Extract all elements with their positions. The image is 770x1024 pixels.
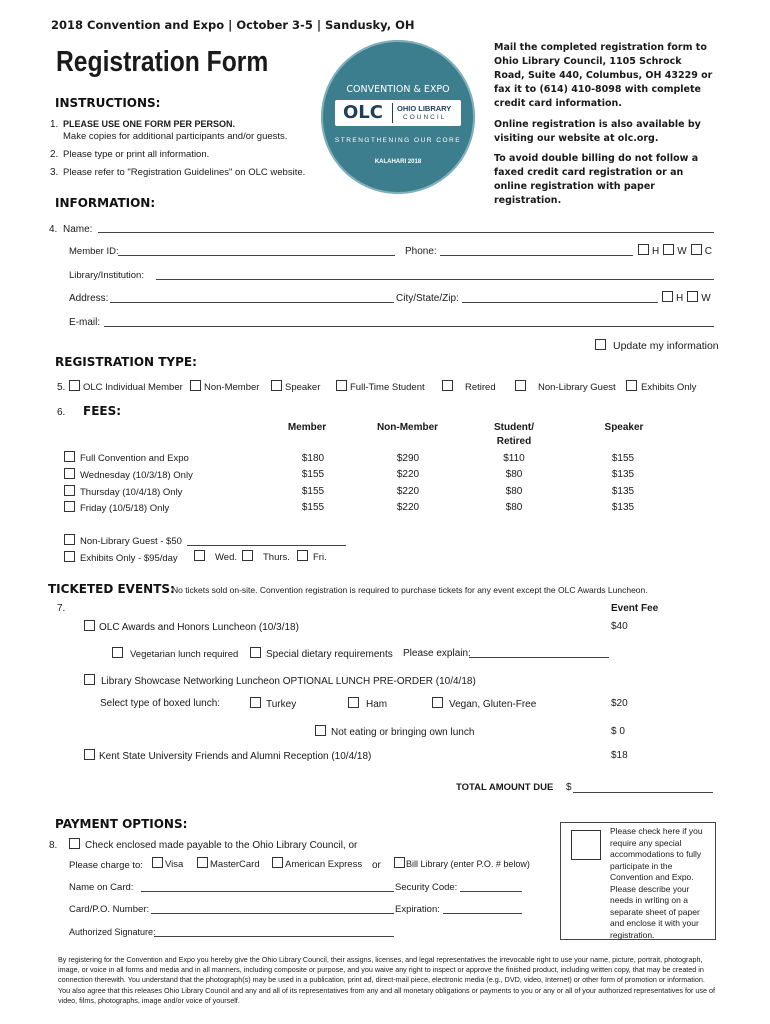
- fee-wed-checkbox[interactable]: [64, 468, 75, 479]
- security-code-field[interactable]: [460, 882, 522, 892]
- boxed-lunch-label: Select type of boxed lunch:: [100, 698, 221, 709]
- reg-guest-checkbox[interactable]: [515, 380, 526, 391]
- dietary-label: Special dietary requirements: [266, 649, 393, 660]
- explain-label: Please explain:: [403, 648, 471, 659]
- not-eating-checkbox[interactable]: [315, 725, 326, 736]
- phone-label: Phone:: [405, 246, 437, 257]
- address-label: Address:: [69, 293, 109, 304]
- exhibits-wed-checkbox[interactable]: [194, 550, 205, 561]
- fee-student-price: $80: [505, 486, 523, 497]
- instruction-2: Please type or print all information.: [63, 149, 210, 160]
- col-member-header: Member: [287, 422, 327, 433]
- vegetarian-checkbox[interactable]: [112, 647, 123, 658]
- city-field[interactable]: [462, 293, 658, 303]
- olc-logo: [321, 40, 475, 194]
- fee-speaker-price: $135: [611, 502, 635, 513]
- reg-nonmember-label: Non-Member: [204, 382, 260, 393]
- reg-retired-label: Retired: [465, 382, 496, 393]
- amex-label: American Express: [285, 859, 363, 870]
- accommodations-checkbox[interactable]: [571, 830, 601, 860]
- event-banner: 2018 Convention and Expo | October 3-5 | Sandusky, OH: [51, 18, 415, 32]
- reg-student-checkbox[interactable]: [336, 380, 347, 391]
- payment-heading: PAYMENT OPTIONS:: [55, 817, 188, 831]
- page-title: Registration Form: [56, 46, 269, 78]
- col-student-header: Student/: [494, 422, 534, 433]
- section-number: 6.: [57, 407, 66, 418]
- charge-label: Please charge to:: [69, 860, 143, 871]
- signature-label: Authorized Signature:: [69, 927, 156, 937]
- mail-instructions: Mail the completed registration form to Ohio Library Council, 1105 Schrock Road, Suite 440, Columbus, OH 43229 or fax it to (614) 410-8098 with complete credit card information.: [494, 42, 713, 109]
- mastercard-label: MasterCard: [210, 859, 260, 870]
- fee-nonmember-price: $220: [396, 486, 420, 497]
- phone-cell-checkbox[interactable]: [691, 244, 702, 255]
- ham-label: Ham: [366, 699, 388, 710]
- name-on-card-label: Name on Card:: [69, 882, 134, 893]
- registration-heading: REGISTRATION TYPE:: [55, 355, 197, 369]
- fee-student-price: $80: [505, 469, 523, 480]
- logo-mark: OLC: [343, 102, 383, 123]
- expiration-field[interactable]: [443, 904, 522, 914]
- reg-retired-checkbox[interactable]: [442, 380, 453, 391]
- member-id-label: Member ID:: [69, 246, 119, 257]
- card-number-field[interactable]: [151, 904, 394, 914]
- reg-exhibits-checkbox[interactable]: [626, 380, 637, 391]
- reg-member-label: OLC Individual Member: [83, 382, 183, 393]
- ham-checkbox[interactable]: [348, 697, 359, 708]
- address-home-checkbox[interactable]: [662, 291, 673, 302]
- logo-top-text: CONVENTION & EXPO: [346, 84, 450, 95]
- member-id-field[interactable]: [118, 246, 395, 256]
- instruction-1: PLEASE USE ONE FORM PER PERSON.: [63, 119, 236, 129]
- name-on-card-field[interactable]: [141, 882, 394, 892]
- exhibits-day-label: Exhibits Only - $95/day: [80, 553, 178, 564]
- vegetarian-label: Vegetarian lunch required: [130, 649, 239, 660]
- city-label: City/State/Zip:: [396, 293, 459, 304]
- visa-checkbox[interactable]: [152, 857, 163, 868]
- kent-fee: $18: [611, 750, 628, 761]
- accommodations-text: Please check here if you require any special accommodations to fully participate in the Convention and Expo. Please describe your needs in writing on a separate sheet of paper and enclose it with your registration.: [610, 826, 703, 940]
- reg-guest-label: Non-Library Guest: [538, 382, 616, 393]
- section-number: 8.: [49, 840, 58, 851]
- explain-field[interactable]: [469, 648, 609, 658]
- or-label: or: [372, 860, 381, 871]
- update-info-checkbox[interactable]: [595, 339, 606, 350]
- online-note: Online registration is also available by visiting our website at olc.org.: [494, 119, 701, 144]
- guest-label: Non-Library Guest - $50: [80, 536, 182, 547]
- exhibits-fri-checkbox[interactable]: [297, 550, 308, 561]
- fee-speaker-price: $135: [611, 486, 635, 497]
- fee-member-price: $155: [301, 486, 325, 497]
- guest-checkbox[interactable]: [64, 534, 75, 545]
- check-enclosed-label: Check enclosed made payable to the Ohio Library Council, or: [85, 840, 358, 851]
- reg-speaker-checkbox[interactable]: [271, 380, 282, 391]
- security-code-label: Security Code:: [395, 882, 458, 893]
- phone-cell-label: C: [704, 246, 712, 257]
- fee-row-label: Full Convention and Expo: [80, 453, 189, 464]
- kent-checkbox[interactable]: [84, 749, 95, 760]
- logo-org-line2: COUNCIL: [403, 114, 447, 121]
- total-field[interactable]: [573, 782, 713, 793]
- total-dollar-sign: $: [566, 782, 572, 793]
- vegan-label: Vegan, Gluten-Free: [449, 699, 537, 710]
- library-label: Library/Institution:: [69, 270, 144, 281]
- reg-exhibits-label: Exhibits Only: [641, 382, 697, 393]
- card-number-label: Card/P.O. Number:: [69, 904, 150, 915]
- fee-nonmember-price: $290: [396, 453, 420, 464]
- ticketed-note: No tickets sold on-site. Convention registration is required to purchase tickets for any event except the OLC Awards Luncheon.: [172, 585, 648, 595]
- turkey-label: Turkey: [266, 699, 297, 710]
- instruction-number: 2.: [50, 149, 59, 160]
- exhibits-thu-label: Thurs.: [263, 552, 290, 563]
- reg-member-checkbox[interactable]: [69, 380, 80, 391]
- instruction-number: 3.: [50, 167, 59, 178]
- name-field[interactable]: [98, 224, 714, 233]
- fee-speaker-price: $135: [611, 469, 635, 480]
- col-speaker-header: Speaker: [604, 422, 644, 433]
- fee-speaker-price: $155: [611, 453, 635, 464]
- bill-library-checkbox[interactable]: [394, 857, 405, 868]
- dietary-checkbox[interactable]: [250, 647, 261, 658]
- col-nonmember-header: Non-Member: [376, 422, 439, 433]
- fee-row-label: Wednesday (10/3/18) Only: [80, 470, 193, 481]
- awards-fee: $40: [611, 621, 628, 632]
- email-field[interactable]: [104, 317, 714, 327]
- not-eating-label: Not eating or bringing own lunch: [331, 727, 475, 738]
- vegan-checkbox[interactable]: [432, 697, 443, 708]
- turkey-checkbox[interactable]: [250, 697, 261, 708]
- bill-library-label: Bill Library (enter P.O. # below): [406, 859, 530, 869]
- amex-checkbox[interactable]: [272, 857, 283, 868]
- logo-org-line1: OHIO LIBRARY: [397, 104, 452, 113]
- fee-member-price: $180: [301, 453, 325, 464]
- kent-label: Kent State University Friends and Alumni Reception (10/4/18): [99, 751, 372, 762]
- reg-student-label: Full-Time Student: [350, 382, 425, 393]
- instruction-1b: Make copies for additional participants and/or guests.: [63, 131, 288, 142]
- fees-heading: FEES:: [83, 404, 122, 418]
- update-info-label: Update my information: [613, 340, 719, 352]
- fee-member-price: $155: [301, 469, 325, 480]
- reg-nonmember-checkbox[interactable]: [190, 380, 201, 391]
- exhibits-thu-checkbox[interactable]: [242, 550, 253, 561]
- awards-checkbox[interactable]: [84, 620, 95, 631]
- fee-thu-checkbox[interactable]: [64, 485, 75, 496]
- expiration-label: Expiration:: [395, 904, 440, 915]
- photo-release-disclaimer: By registering for the Convention and Expo you hereby give the Ohio Library Council, their assigns, licenses, and legal representatives the irrevocable right to use your name, picture, portrait, photograph, image, or voice in all forms and media and in all manners, including composite or purpose, and you waive any right to inspect or approve the finished product, including written copy, that may be created in connection therewith. You understand that the photograph(s) may be used in a publication, print ad, direct-mail piece, electronic media (e.g., DVD, video, Internet) or other form of promotion or information. You also agree that this releases Ohio Library Council and any and all of its representatives from any and all monetary obligations or payments to you or any or all of your authorized representatives for use of video, films, photographs, image and/or voice of yourself.: [58, 955, 715, 1005]
- fee-row-label: Friday (10/5/18) Only: [80, 503, 170, 514]
- fee-full-checkbox[interactable]: [64, 451, 75, 462]
- instructions-heading: INSTRUCTIONS:: [55, 96, 161, 110]
- mastercard-checkbox[interactable]: [197, 857, 208, 868]
- event-fee-header: Event Fee: [611, 603, 659, 614]
- phone-work-label: W: [677, 246, 687, 257]
- phone-home-checkbox[interactable]: [638, 244, 649, 255]
- logo-bottom-text: KALAHARI 2018: [374, 159, 422, 165]
- address-home-label: H: [676, 293, 684, 304]
- address-work-checkbox[interactable]: [687, 291, 698, 302]
- phone-field[interactable]: [440, 246, 633, 256]
- phone-home-label: H: [652, 246, 660, 257]
- billing-note: To avoid double billing do not follow a faxed credit card registration or an online registration with paper registration.: [494, 153, 699, 206]
- fee-nonmember-price: $220: [396, 502, 420, 513]
- exhibits-day-checkbox[interactable]: [64, 551, 75, 562]
- fee-row-label: Thursday (10/4/18) Only: [80, 487, 183, 498]
- section-number: 5.: [57, 382, 66, 393]
- signature-field[interactable]: [154, 927, 394, 937]
- information-heading: INFORMATION:: [55, 196, 156, 210]
- name-label: Name:: [63, 224, 93, 235]
- address-field[interactable]: [110, 293, 394, 303]
- email-label: E-mail:: [69, 317, 101, 328]
- check-enclosed-checkbox[interactable]: [69, 838, 80, 849]
- showcase-label: Library Showcase Networking Luncheon OPTIONAL LUNCH PRE-ORDER (10/4/18): [101, 676, 476, 687]
- showcase-checkbox[interactable]: [84, 674, 95, 685]
- instruction-number: 1.: [50, 119, 59, 130]
- section-number: 4.: [49, 224, 58, 235]
- exhibits-wed-label: Wed.: [215, 552, 238, 563]
- visa-label: Visa: [165, 859, 184, 870]
- phone-work-checkbox[interactable]: [663, 244, 674, 255]
- fee-student-price: $80: [505, 502, 523, 513]
- logo-tagline: STRENGTHENING OUR CORE: [334, 137, 462, 144]
- ticketed-heading: TICKETED EVENTS:: [48, 582, 175, 596]
- fee-nonmember-price: $220: [396, 469, 420, 480]
- fee-fri-checkbox[interactable]: [64, 501, 75, 512]
- fee-member-price: $155: [301, 502, 325, 513]
- total-label: TOTAL AMOUNT DUE: [456, 782, 554, 793]
- library-field[interactable]: [156, 270, 714, 280]
- not-eating-fee: $ 0: [611, 726, 625, 737]
- guest-name-field[interactable]: [187, 536, 346, 546]
- col-student-header-2: Retired: [496, 436, 532, 447]
- awards-label: OLC Awards and Honors Luncheon (10/3/18): [99, 622, 299, 633]
- instruction-3: Please refer to "Registration Guidelines" on OLC website.: [63, 167, 306, 178]
- exhibits-fri-label: Fri.: [313, 552, 327, 563]
- fee-student-price: $110: [503, 453, 525, 464]
- reg-speaker-label: Speaker: [285, 382, 321, 393]
- showcase-fee: $20: [611, 698, 628, 709]
- section-number: 7.: [57, 603, 66, 614]
- address-work-label: W: [701, 293, 711, 304]
